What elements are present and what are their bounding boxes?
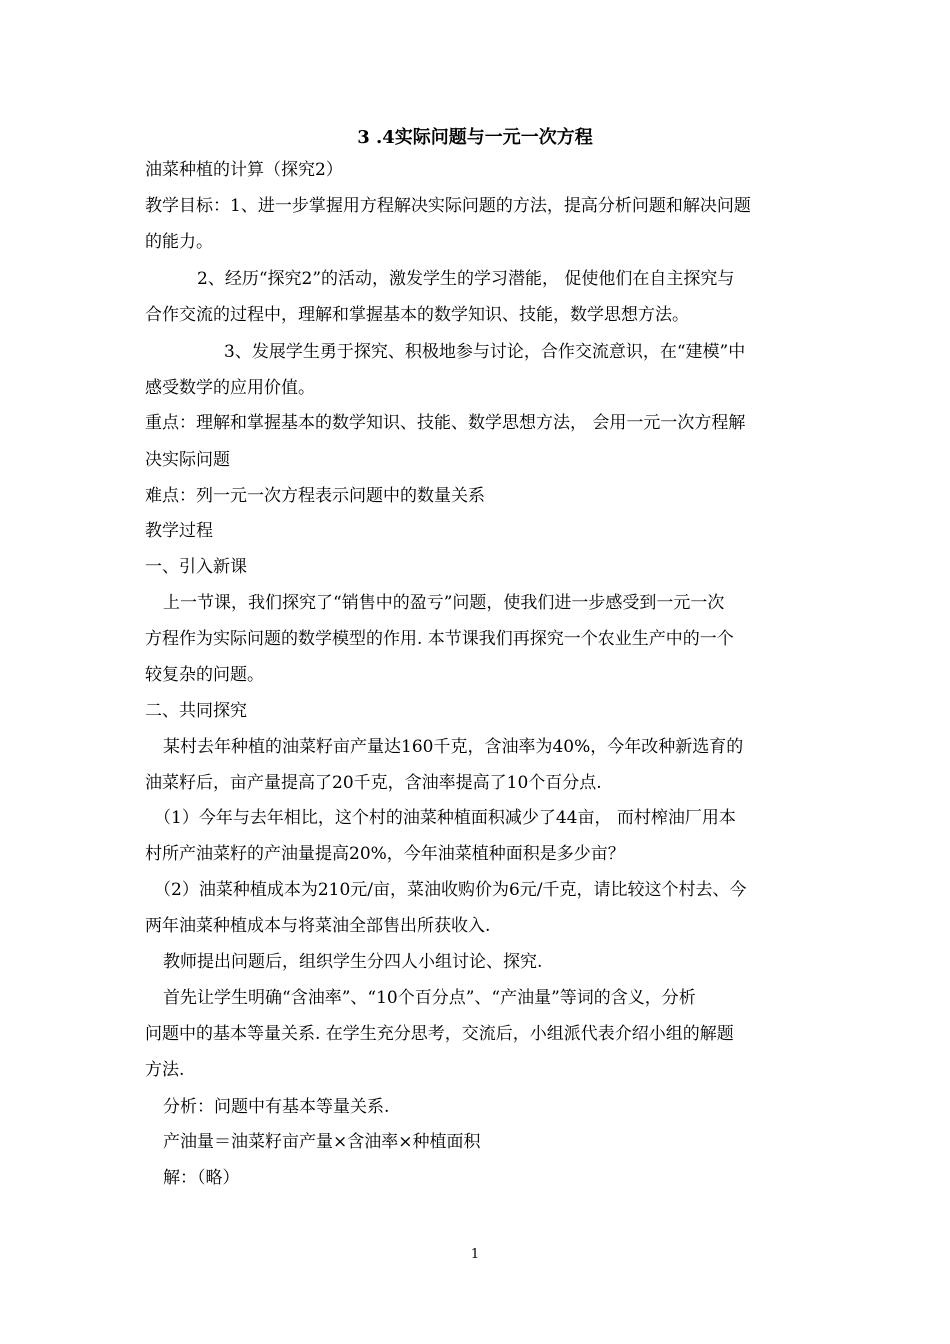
key-points-line: 决实际问题 (145, 450, 230, 470)
objectives-line: 教学目标：1、进一步掌握用方程解决实际问题的方法，提高分析问题和解决问题 (145, 196, 751, 216)
analysis-line: 分析：问题中有基本等量关系. (163, 1097, 390, 1117)
body-line: 较复杂的问题。 (145, 665, 264, 685)
body-line: 上一节课，我们探究了“销售中的盈亏”问题，使我们进一步感受到一元一次 (163, 593, 725, 613)
page-number: 1 (470, 1247, 480, 1262)
objectives-line: 的能力。 (145, 232, 213, 252)
body-line: 问题中的基本等量关系. 在学生充分思考，交流后，小组派代表介绍小组的解题 (145, 1024, 734, 1044)
section-heading: 二、共同探究 (145, 701, 247, 721)
body-line: 方法. (145, 1060, 185, 1080)
objectives-line: 2、经历“探究2”的活动，激发学生的学习潜能， 促使他们在自主探究与 (197, 269, 735, 289)
problem-line: （2）油菜种植成本为210元/亩，菜油收购价为6元/千克，请比较这个村去、今 (154, 880, 747, 900)
subtitle-line: 油菜种植的计算（探究2） (145, 160, 343, 180)
difficulty-line: 难点：列一元一次方程表示问题中的数量关系 (145, 486, 485, 506)
problem-line: 某村去年种植的油菜籽亩产量达160千克，含油率为40%，今年改种新选育的 (163, 737, 744, 757)
objectives-line: 3、发展学生勇于探究、积极地参与讨论，合作交流意识，在“建模”中 (224, 342, 746, 362)
problem-line: 两年油菜种植成本与将菜油全部售出所获收入. (145, 916, 491, 936)
solution-line: 解：（略） (163, 1168, 240, 1188)
objectives-line: 感受数学的应用价值。 (145, 378, 315, 398)
problem-line: 油菜籽后，亩产量提高了20千克，含油率提高了10个百分点. (145, 773, 602, 793)
key-points-line: 重点：理解和掌握基本的数学知识、技能、数学思想方法， 会用一元一次方程解 (145, 413, 746, 433)
body-line: 教师提出问题后，组织学生分四人小组讨论、探究. (163, 952, 543, 972)
section-heading: 一、引入新课 (145, 557, 247, 577)
body-line: 方程作为实际问题的数学模型的作用. 本节课我们再探究一个农业生产中的一个 (145, 629, 734, 649)
body-line: 首先让学生明确“含油率”、“10个百分点”、“产油量”等词的含义，分析 (163, 988, 696, 1008)
document-title: 3 .4实际问题与一元一次方程 (357, 127, 593, 148)
objectives-line: 合作交流的过程中，理解和掌握基本的数学知识、技能，数学思想方法。 (145, 305, 689, 325)
formula-line: 产油量＝油菜籽亩产量×含油率×种植面积 (163, 1132, 481, 1152)
problem-line: 村所产油菜籽的产油量提高20%，今年油菜植种面积是多少亩？ (145, 844, 625, 864)
section-heading: 教学过程 (145, 521, 213, 541)
problem-line: （1）今年与去年相比，这个村的油菜种植面积减少了44亩， 而村榨油厂用本 (154, 808, 736, 828)
